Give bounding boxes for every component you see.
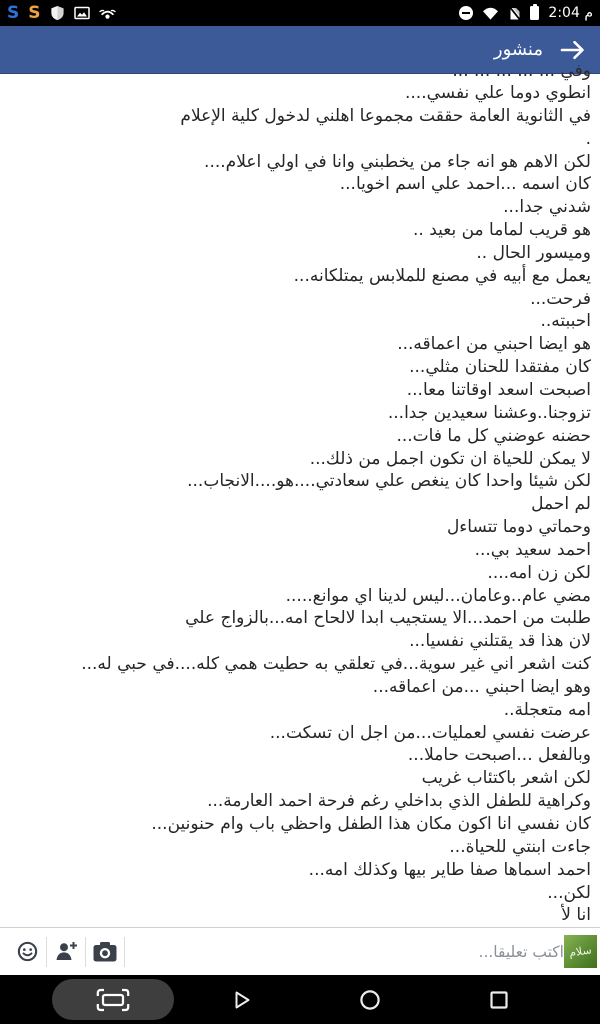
post-line: . [585, 128, 591, 149]
shield-icon [50, 5, 65, 21]
do-not-disturb-icon [459, 6, 473, 20]
screen-capture-icon [94, 987, 132, 1013]
post-line: لكن... [547, 882, 591, 903]
post-line: شدني جدا... [503, 197, 591, 218]
post-line: كان اسمه ...احمد علي اسم اخويا... [339, 174, 591, 195]
post-line: لا يمكن للحياة ان تكون اجمل من ذلك... [309, 448, 591, 469]
hotspot-icon [99, 6, 116, 21]
post-line: امه متعجلة.. [503, 699, 591, 720]
divider [124, 937, 125, 967]
recents-square-icon [489, 990, 509, 1010]
navigation-bar [0, 975, 600, 1024]
post-line: كنت اشعر اني غير سوية...في تعلقي به حطيت همي كله....في حبي له... [81, 654, 591, 675]
post-line: طلبت من احمد...الا يستجيب ابدا لالحاح امه...بالزواج علي [185, 608, 591, 629]
post-line: لم احمل [531, 494, 591, 515]
post-line: جاءت ابنتي للحياة... [449, 836, 591, 857]
post-line: لكن شيئا واحدا كان ينغص علي سعادتي....هو....الانجاب... [187, 471, 591, 492]
post-line: احمد اسماها صفا طاير بيها وكذلك امه... [308, 859, 591, 880]
status-icons-right [459, 5, 593, 21]
post-line: وهو ايضا احبني ...من اعماقه... [372, 676, 591, 697]
tag-person-button[interactable] [47, 928, 85, 975]
post-line: انطوي دوما علي نفسي.... [405, 83, 591, 103]
post-line: في الثانوية العامة حققت مجموعا اهلني لدخول كلية الإعلام [180, 105, 591, 126]
post-line: لكن الاهم هو انه جاء من يخطبني وانا في اولي اعلام.... [204, 151, 591, 172]
post-line: انا لأ [561, 905, 591, 926]
battery-icon [530, 6, 539, 20]
back-triangle-icon [232, 989, 252, 1011]
back-button[interactable] [559, 39, 586, 61]
post-line: لان هذا قد يقتلني نفسيا... [409, 631, 591, 652]
nav-recents-button[interactable] [467, 975, 531, 1024]
status-time: م 2:04 [548, 5, 593, 21]
comment-bar [0, 927, 600, 975]
commenter-avatar: سلام [564, 935, 597, 968]
post-line: مضي عام..وعامان...ليس لدينا اي موانع..... [285, 585, 591, 606]
post-line: عرضت نفسي لعمليات...من اجل ان تسكت... [269, 722, 591, 743]
post-line: احببته.. [540, 311, 591, 332]
post-line: وبالفعل ...اصبحت حاملا... [407, 745, 591, 766]
post-line: يعمل مع أبيه في مصنع للملابس يمتلكانه... [293, 265, 591, 286]
home-circle-icon [359, 989, 381, 1011]
skype-orange-icon: S [28, 2, 41, 23]
skype-icon: S [7, 2, 20, 23]
status-icons-left [7, 2, 116, 23]
no-sim-icon [508, 5, 521, 21]
post-line: هو ايضا احبني من اعماقه... [397, 334, 591, 355]
page-title: منشور [493, 39, 543, 60]
post-content [0, 61, 600, 927]
post-line: فرحت... [530, 288, 591, 309]
clipped-top-line: وفي ... ... ... ... ... [452, 61, 591, 81]
post-line: احمد سعيد بي... [474, 539, 591, 560]
post-line: وكراهية للطفل الذي بداخلي رغم فرحة احمد العارمة... [207, 791, 591, 812]
comment-input[interactable]: اكتب تعليقا... [478, 942, 564, 961]
arrow-right-icon [559, 39, 586, 61]
emoji-button[interactable] [8, 928, 46, 975]
post-line: وميسور الحال .. [476, 242, 591, 263]
post-line: لكن اشعر باكتئاب غريب [421, 768, 591, 789]
post-line: كان نفسي انا اكون مكان هذا الطفل واحظي باب وام حنونين... [151, 814, 591, 834]
post-line: هو قريب لماما من بعيد .. [412, 220, 591, 241]
screen-capture-button[interactable] [52, 979, 174, 1020]
post-line: حضنه عوضني كل ما فات... [396, 425, 591, 446]
post-line: تزوجنا..وعشنا سعيدين جدا... [387, 402, 591, 423]
post-line: وحماتي دوما تتساءل [446, 517, 591, 538]
post-line: كان مفتقدا للحنان مثلي... [409, 357, 591, 378]
comment-bar-icons [8, 928, 125, 975]
screenshot-image-icon [74, 6, 90, 20]
post-line: اصبحت اسعد اوقاتنا معا... [406, 379, 591, 400]
post-line: لكن زن امه.... [487, 562, 591, 583]
status-bar [0, 0, 600, 26]
camera-button[interactable] [86, 928, 124, 975]
nav-back-button[interactable] [210, 975, 274, 1024]
nav-home-button[interactable] [338, 975, 402, 1024]
wifi-icon [482, 6, 499, 20]
